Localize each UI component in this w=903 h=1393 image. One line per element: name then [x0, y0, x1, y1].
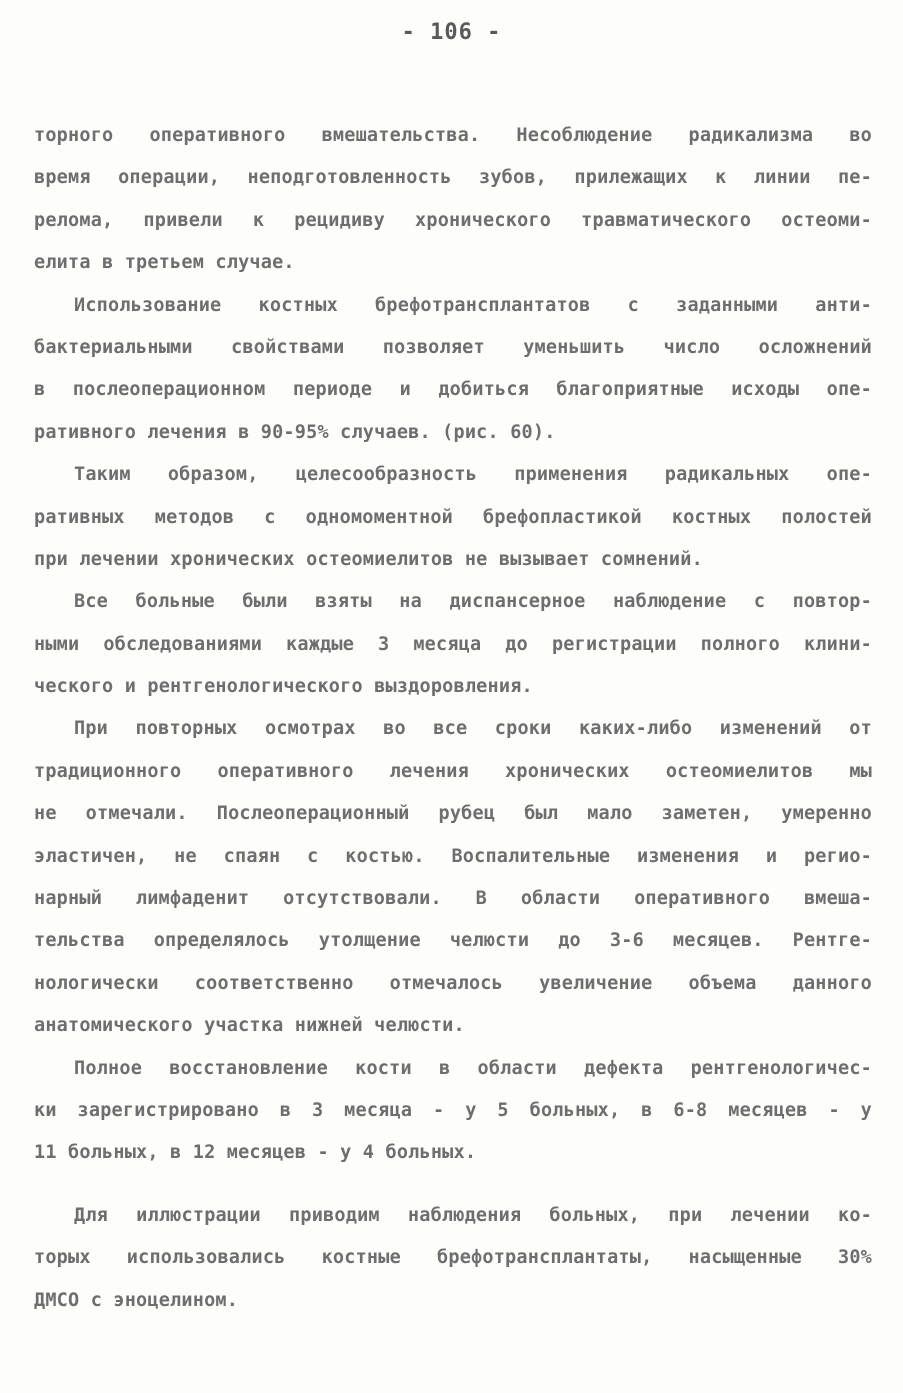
text-line: Все больные были взяты на диспансерное наблюдение с повтор-: [74, 591, 872, 613]
text-line: нологически соответственно отмечалось увеличение объема данного: [34, 972, 872, 994]
paragraph-4: [34, 581, 872, 708]
text-line: релома, привели к рецидиву хронического травматического остеоми-: [34, 209, 872, 231]
text-line: тельства определялось утолщение челюсти до 3-6 месяцев. Рентге-: [34, 930, 872, 952]
text-line: торного оперативного вмешательства. Несоблюдение радикализма во: [34, 125, 872, 146]
text-line: время операции, неподготовленность зубов, прилежащих к линии пе-: [34, 167, 872, 189]
text-line: При повторных осмотрах во все сроки каких-либо изменений от: [74, 718, 872, 740]
page-number: - 106 -: [401, 20, 502, 45]
text-line: ДМСО с эноцелином.: [34, 1289, 239, 1311]
text-line: ративных методов с одномоментной брефопластикой костных полостей: [34, 506, 872, 528]
text-line: эластичен, не спаян с костью. Воспалительные изменения и регио-: [34, 845, 872, 867]
text-line: при лечении хронических остеомиелитов не вызывает сомнений.: [34, 548, 703, 570]
text-line: Таким образом, целесообразность применения радикальных опе-: [74, 464, 872, 486]
text-line: 11 больных, в 12 месяцев - у 4 больных.: [34, 1142, 477, 1164]
text-line: торых использовались костные брефотрансплантаты, насыщенные 30%: [34, 1247, 872, 1269]
paragraph-3: [34, 454, 872, 581]
text-line: бактериальными свойствами позволяет уменьшить число осложнений: [34, 336, 872, 358]
paragraph-6: [34, 1048, 872, 1175]
text-line: Для иллюстрации приводим наблюдения больных, при лечении ко-: [74, 1204, 872, 1226]
paragraph-gap: [34, 1175, 872, 1195]
text-line: Использование костных брефотрансплантатов с заданными анти-: [74, 294, 872, 316]
paragraph-2: [34, 285, 872, 455]
text-line: ческого и рентгенологического выздоровления.: [34, 676, 533, 698]
text-line: нарный лимфаденит отсутствовали. В области оперативного вмеша-: [34, 888, 872, 910]
text-line: не отмечали. Послеоперационный рубец был мало заметен, умеренно: [34, 803, 872, 825]
text-line: традиционного оперативного лечения хронических остеомиелитов мы: [34, 760, 872, 782]
text-line: в послеоперационном периоде и добиться благоприятные исходы опе-: [34, 379, 872, 401]
text-line: анатомического участка нижней челюсти.: [34, 1015, 465, 1037]
text-line: ными обследованиями каждые 3 месяца до регистрации полного клини-: [34, 633, 872, 655]
paragraph-7: [34, 1195, 872, 1322]
body-text: [34, 115, 872, 1322]
text-line: елита в третьем случае.: [34, 252, 295, 274]
text-line: Полное восстановление кости в области дефекта рентгенологичес-: [74, 1057, 872, 1079]
paragraph-1: [34, 115, 872, 285]
paragraph-5: [34, 708, 872, 1047]
text-line: ки зарегистрировано в 3 месяца - у 5 больных, в 6-8 месяцев - у: [34, 1099, 872, 1121]
text-line: ративного лечения в 90-95% случаев. (рис. 60).: [34, 421, 556, 443]
